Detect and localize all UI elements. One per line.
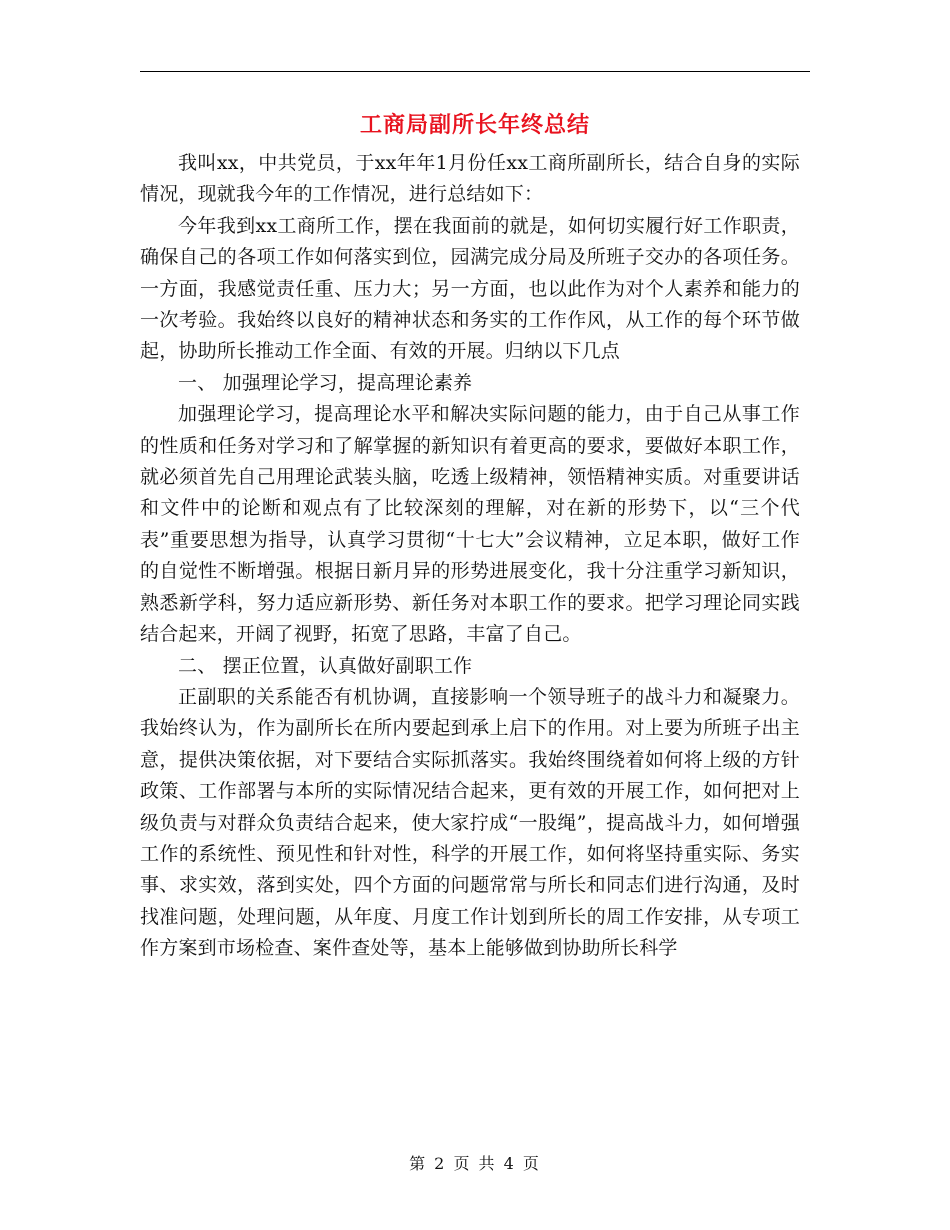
section-heading-1: 一、 加强理论学习，提高理论素养 xyxy=(178,371,473,394)
paragraph-intro: 我叫xx，中共党员，于xx年年1月份任xx工商所副所长，结合自身的实际情况，现就我今年的工作情况，进行总结如下： xyxy=(140,152,800,206)
document-title: 工商局副所长年终总结 xyxy=(359,113,590,138)
section-heading-2: 二、 摆正位置，认真做好副职工作 xyxy=(178,654,473,677)
header-rule xyxy=(140,71,810,72)
paragraph-overview: 今年我到xx工商所工作，摆在我面前的就是，如何切实履行好工作职责，确保自己的各项工作如何落实到位，园满完成分局及所班子交办的各项任务。一方面，我感觉责任重、压力大；另一方面，也以此作为对个人素养和能力的一次考验。我始终以良好的精神状态和务实的工作作风，从工作的每个环节做起，协助所长推动工作全面、有效的开展。归纳以下几点 xyxy=(140,214,800,363)
page-number-footer: 第 2 页 共 4 页 xyxy=(409,1154,541,1173)
document-body xyxy=(140,148,800,965)
paragraph-section-2: 正副职的关系能否有机协调，直接影响一个领导班子的战斗力和凝聚力。我始终认为，作为副所长在所内要起到承上启下的作用。对上要为所班子出主意，提供决策依据，对下要结合实际抓落实。我始终围绕着如何将上级的方针政策、工作部署与本所的实际情况结合起来，更有效的开展工作，如何把对上级负责与对群众负责结合起来，使大家拧成“一股绳”，提高战斗力，如何增强工作的系统性、预见性和针对性，科学的开展工作，如何将坚持重实际、务实事、求实效，落到实处，四个方面的问题常常与所长和同志们进行沟通，及时找准问题，处理问题，从年度、月度工作计划到所长的周工作安排，从专项工作方案到市场检查、案件查处等，基本上能够做到协助所长科学 xyxy=(140,685,800,960)
paragraph-section-1: 加强理论学习，提高理论水平和解决实际问题的能力，由于自己从事工作的性质和任务对学习和了解掌握的新知识有着更高的要求，要做好本职工作，就必须首先自己用理论武装头脑，吃透上级精神，领悟精神实质。对重要讲话和文件中的论断和观点有了比较深刻的理解，对在新的形势下，以“三个代表”重要思想为指导，认真学习贯彻“十七大”会议精神，立足本职，做好工作的自觉性不断增强。根据日新月异的形势进展变化，我十分注重学习新知识，熟悉新学科，努力适应新形势、新任务对本职工作的要求。把学习理论同实践结合起来，开阔了视野，拓宽了思路，丰富了自己。 xyxy=(140,403,800,646)
